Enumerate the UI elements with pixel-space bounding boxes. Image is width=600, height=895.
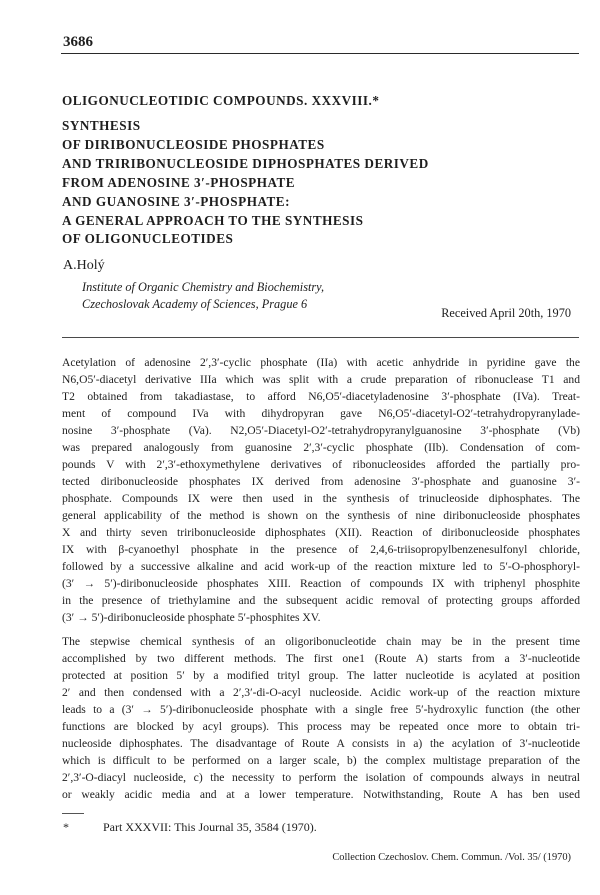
body-line: 2′,3′-O-diacyl nucleoside, c) the necessity to perform the isolation of compounds always in neutral (62, 771, 580, 784)
abstract-line: tected diribonucleoside phosphates IX derived from adenosine 3′-phosphate and guanosine 3′- (62, 475, 580, 488)
footnote-text: Part XXXVII: This Journal 35, 3584 (1970). (103, 820, 317, 834)
title-line: OF DIRIBONUCLEOSIDE PHOSPHATES (62, 136, 325, 152)
received-date: Received April 20th, 1970 (441, 306, 571, 320)
footnote-marker: * (63, 820, 69, 834)
title-line: AND GUANOSINE 3′-PHOSPHATE: (62, 193, 290, 209)
footnote-rule (62, 813, 84, 814)
abstract-line: in the presence of triethylamine and the subsequent acidic removal of protecting groups afforded (62, 594, 580, 607)
abstract-line: general applicability of the method is shown on the synthesis of nine diribonucleoside phosphates (62, 509, 580, 522)
abstract-line: phosphate. Compounds IX were then used in the synthesis of trinucleoside diphosphates. The (62, 492, 580, 505)
body-line: accomplished by two different methods. The first one1 (Route A) starts from a 3′-nucleotide (62, 652, 580, 665)
title-line: FROM ADENOSINE 3′-PHOSPHATE (62, 174, 296, 190)
affiliation-line: Czechoslovak Academy of Sciences, Prague 6 (82, 297, 308, 311)
footnote (63, 820, 317, 835)
body-line: The stepwise chemical synthesis of an oligoribonucleotide chain may be in the present time (62, 635, 580, 648)
title-line: A GENERAL APPROACH TO THE SYNTHESIS (62, 212, 364, 228)
abstract-line: IX with β-cyanoethyl phosphate in the presence of 2,4,6-triisopropylbenzenesulfonyl chloride, (62, 543, 580, 556)
abstract-line: Acetylation of adenosine 2′,3′-cyclic phosphate (IIa) with acetic anhydride in pyridine gave the (62, 356, 580, 369)
abstract-line: N6,O5′-diacetyl derivative IIIa which was split with a crude preparation of ribonuclease T1 and (62, 373, 580, 386)
abstract-line: pounds V with 2′,3′-ethoxymethylene derivatives of ribonucleosides afforded the partially pro- (62, 458, 580, 471)
abstract-line: T2 obtained from takadiastase, to afford N6,O5′-diacetyladenosine 3′-phosphate (IVa). Treat- (62, 390, 580, 403)
body-line: or weakly acidic media and at a lower temperature. Notwithstanding, Route A has ben used (62, 788, 580, 801)
body-line: functions are blocked by acyl groups). This process may be repeated once more to obtain tri- (62, 720, 580, 733)
abstract-line: (3′ → 5′)-diribonucleoside phosphates XIII. Reaction of compounds IX with triphenyl phosphite (62, 577, 580, 590)
author-name: A.Holý (63, 258, 105, 273)
journal-citation: Collection Czechoslov. Chem. Commun. /Vol. 35/ (1970) (332, 852, 571, 863)
series-title: OLIGONUCLEOTIDIC COMPOUNDS. XXXVIII.* (62, 93, 380, 108)
body-line: nucleoside diphosphates. The disadvantage of Route A consists in a) the acylation of 3′-nucleotide (62, 737, 580, 750)
header-rule (61, 53, 579, 54)
body-paragraph (62, 633, 580, 803)
page-number: 3686 (63, 34, 93, 50)
title-line: SYNTHESIS (62, 118, 141, 133)
affiliation-line: Institute of Organic Chemistry and Biochemistry, (82, 280, 325, 294)
author-affiliation (82, 279, 324, 313)
title-line: OF OLIGONUCLEOTIDES (62, 231, 234, 247)
abstract-line: (3′ → 5′)-diribonucleoside phosphate 5′-phosphites XV. (62, 611, 321, 624)
abstract-line: nosine 3′-phosphate (Va). N2,O5′-Diacetyl-O2′-tetrahydropyranylguanosine 3′-phosphate (Vb) (62, 424, 580, 437)
article-title (62, 117, 429, 249)
abstract-line: X and thirty seven triribonucleoside diphosphates (XII). Reaction of diribonucleoside phosphates (62, 526, 580, 539)
body-line: which is difficult to be performed on a larger scale, b) the complex multistage preparation of the (62, 754, 580, 767)
body-line: 2′ and then condensed with a 2′,3′-di-O-acyl nucleoside. Acidic work-up of the reaction mixture (62, 686, 580, 699)
abstract-line: ment of compound IVa with dihydropyran gave N6,O5′-diacetyl-O2′-tetrahydropyranylade- (62, 407, 580, 420)
abstract-line: followed by a successive alkaline and acid work-up of the reaction mixture led to 5′-O-phosphoryl- (62, 560, 580, 573)
abstract-line: was prepared analogously from guanosine 2′,3′-cyclic phosphate (IIb). Condensation of com- (62, 441, 580, 454)
body-line: leads to a (3′ → 5′)-diribonucleoside phosphate with a single free 5′-hydroxylic function (the other (62, 703, 580, 716)
abstract (62, 354, 580, 626)
abstract-rule (62, 337, 579, 338)
body-line: protected at position 5′ by a modified trityl group. The latter nucleotide is acylated at position (62, 669, 580, 682)
title-line: AND TRIRIBONUCLEOSIDE DIPHOSPHATES DERIVED (62, 155, 429, 171)
